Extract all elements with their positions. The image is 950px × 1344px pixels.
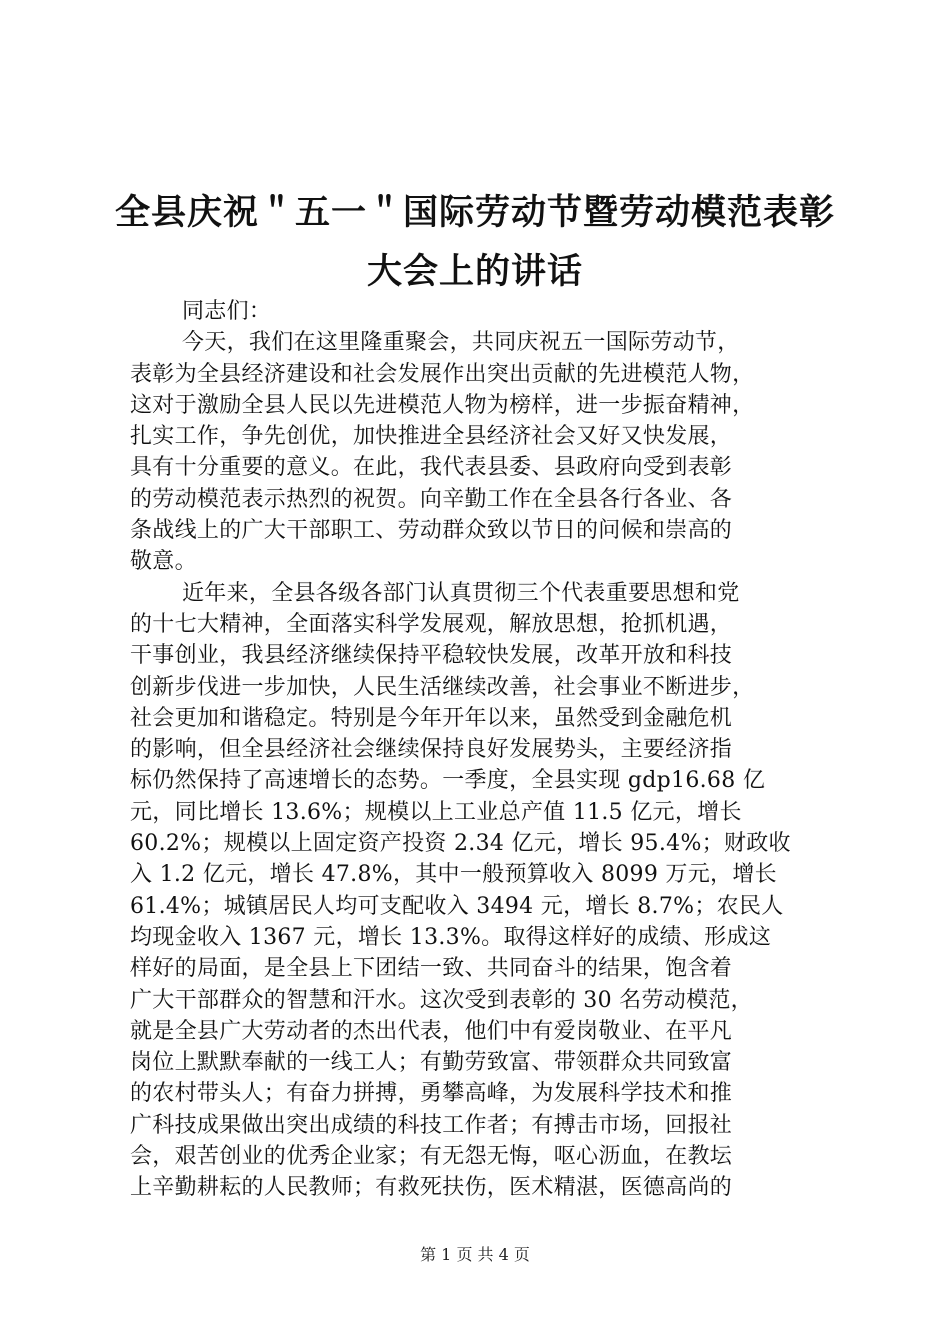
body-text-line: 均现金收入 1367 元，增长 13.3%。取得这样好的成绩、形成这 (130, 924, 772, 950)
document-title-line-2: 大会上的讲话 (366, 252, 583, 292)
body-text-line: 社会更加和谐稳定。特别是今年开年以来，虽然受到金融危机 (130, 705, 733, 731)
body-text-line: 的影响，但全县经济社会继续保持良好发展势头，主要经济指 (130, 737, 733, 763)
body-text-line: 今天，我们在这里隆重聚会，共同庆祝五一国际劳动节， (182, 330, 740, 356)
body-text-line: 干事创业，我县经济继续保持平稳较快发展，改革开放和科技 (130, 643, 733, 669)
body-text-line: 广科技成果做出突出成绩的科技工作者；有搏击市场，回报社 (130, 1112, 733, 1138)
body-text-line: 具有十分重要的意义。在此，我代表县委、县政府向受到表彰 (130, 455, 733, 481)
body-text-line: 61.4%；城镇居民人均可支配收入 3494 元，增长 8.7%；农民人 (130, 893, 784, 919)
body-text-line: 这对于激励全县人民以先进模范人物为榜样，进一步振奋精神， (130, 392, 755, 418)
body-text-line: 敬意。 (130, 549, 197, 575)
body-text-line: 同志们： (182, 299, 272, 324)
body-text-line: 标仍然保持了高速增长的态势。一季度，全县实现 gdp16.68 亿 (130, 768, 766, 794)
body-text-line: 入 1.2 亿元，增长 47.8%，其中一般预算收入 8099 万元，增长 (130, 862, 777, 888)
body-text-line: 60.2%；规模以上固定资产投资 2.34 亿元，增长 95.4%；财政收 (130, 831, 791, 857)
page-number-footer: 第 1 页 共 4 页 (420, 1245, 530, 1264)
body-text-line: 的十七大精神，全面落实科学发展观，解放思想，抢抓机遇， (130, 611, 733, 637)
document-title-line-1: 全县庆祝＂五一＂国际劳动节暨劳动模范表彰 (114, 193, 835, 233)
body-text-line: 扎实工作，争先创优，加快推进全县经济社会又好又快发展， (130, 424, 733, 450)
document-body (130, 296, 840, 1204)
body-text-line: 会，艰苦创业的优秀企业家；有无怨无悔，呕心沥血，在教坛 (130, 1144, 733, 1170)
body-text-line: 岗位上默默奉献的一线工人；有勤劳致富、带领群众共同致富 (130, 1050, 733, 1076)
body-text-line: 广大干部群众的智慧和汗水。这次受到表彰的 30 名劳动模范， (130, 987, 753, 1013)
body-text-line: 的劳动模范表示热烈的祝贺。向辛勤工作在全县各行各业、各 (130, 486, 733, 512)
body-text-line: 就是全县广大劳动者的杰出代表，他们中有爱岗敬业、在平凡 (130, 1018, 733, 1044)
body-text-line: 样好的局面，是全县上下团结一致、共同奋斗的结果，饱含着 (130, 956, 733, 982)
body-text-line: 近年来，全县各级各部门认真贯彻三个代表重要思想和党 (182, 580, 740, 606)
body-text-line: 表彰为全县经济建设和社会发展作出突出贡献的先进模范人物， (130, 361, 755, 387)
body-text-line: 上辛勤耕耘的人民教师；有救死扶伤，医术精湛，医德高尚的 (130, 1175, 733, 1201)
body-text-line: 的农村带头人；有奋力拼搏，勇攀高峰，为发展科学技术和推 (130, 1081, 733, 1107)
body-text-line: 创新步伐进一步加快，人民生活继续改善，社会事业不断进步， (130, 674, 755, 700)
body-text-line: 元，同比增长 13.6%；规模以上工业总产值 11.5 亿元，增长 (130, 799, 742, 825)
body-text-line: 条战线上的广大干部职工、劳动群众致以节日的问候和崇高的 (130, 518, 733, 544)
